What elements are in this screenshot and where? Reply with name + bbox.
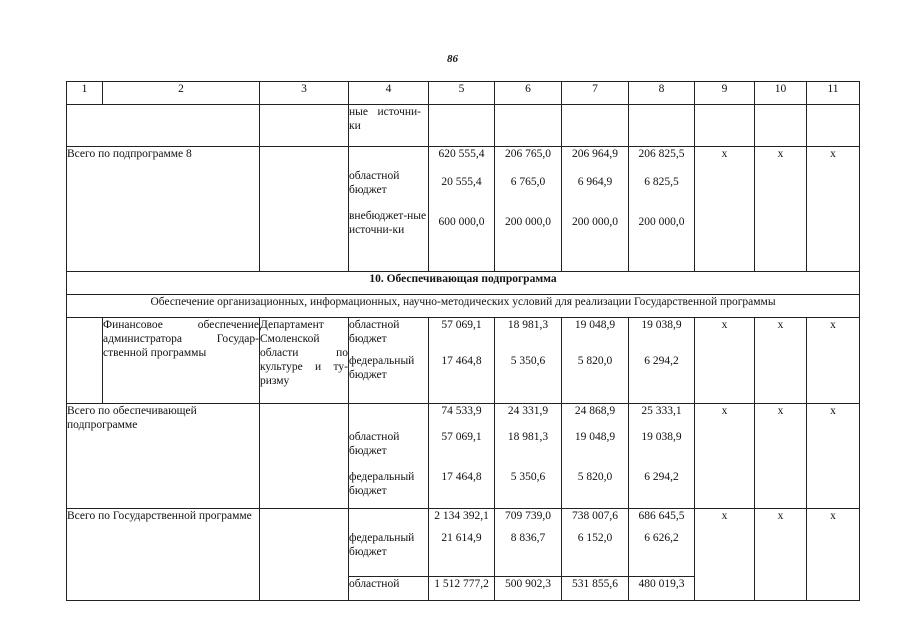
header-cell: 8 [629, 82, 695, 105]
x-mark: x [807, 147, 860, 272]
value-cell: 5 350,6 [510, 355, 546, 367]
header-cell: 4 [349, 82, 429, 105]
x-mark: x [807, 404, 860, 509]
table-row-supporting-subprogram-total [67, 404, 860, 509]
value-cell: 200 000,0 [638, 216, 685, 228]
header-cell: 9 [695, 82, 755, 105]
row-label: Всего по Государственной программе [67, 509, 260, 601]
value-cell: 1 512 777,2 [429, 577, 495, 601]
value-cell: 19 048,9 [574, 431, 616, 443]
table-row-financial-support [67, 318, 860, 404]
section-title-row [67, 272, 860, 295]
value-cell: 200 000,0 [505, 216, 551, 228]
section-description: Обеспечение организационных, информационных, научно-методических условий для реализации Государственной программы [67, 295, 860, 318]
header-cell: 7 [562, 82, 629, 105]
row-label: Всего по подпрограмме 8 [67, 147, 260, 272]
section-title: 10. Обеспечивающая подпрограмма [67, 272, 860, 295]
x-mark: x [807, 509, 860, 601]
header-cell: 6 [495, 82, 562, 105]
value-cell: 20 555,4 [441, 176, 482, 188]
source-cell: областной бюджет [349, 319, 400, 345]
value-cell: 6 626,2 [644, 532, 679, 544]
value-cell: 8 836,7 [510, 532, 546, 544]
value-cell: 686 645,5 [638, 510, 685, 522]
value-cell: 6 765,0 [510, 176, 546, 188]
page-number: 86 [447, 53, 458, 65]
value-cell: 24 331,9 [507, 405, 549, 417]
value-cell: 21 614,9 [441, 532, 482, 544]
section-description-row [67, 295, 860, 318]
value-cell: 6 825,5 [644, 176, 679, 188]
value-cell: 709 739,0 [505, 510, 551, 522]
value-cell: 738 007,6 [572, 510, 618, 522]
row-label: Всего по обеспечивающей подпрограмме [67, 404, 260, 509]
source-cell: федеральный бюджет [349, 355, 415, 381]
source-cell: областной бюджет [349, 431, 400, 457]
value-cell: 5 350,6 [510, 471, 546, 483]
header-row [67, 82, 860, 105]
value-cell: 480 019,3 [629, 577, 695, 601]
source-cell [349, 147, 428, 169]
value-cell: 57 069,1 [441, 431, 482, 443]
value-cell: 25 333,1 [641, 405, 682, 417]
source-cell: федеральный бюджет [349, 471, 415, 497]
value-cell: 6 294,2 [644, 355, 679, 367]
value-cell: 206 964,9 [572, 148, 618, 160]
value-cell: 17 464,8 [441, 471, 482, 483]
value-cell: 57 069,1 [441, 319, 482, 331]
source-cell [349, 509, 428, 531]
header-cell: 5 [429, 82, 495, 105]
x-mark: x [755, 318, 807, 404]
source-cell: областной [349, 577, 429, 601]
value-cell: 74 533,9 [441, 405, 482, 417]
value-cell: 531 855,6 [562, 577, 629, 601]
value-cell: 6 964,9 [577, 176, 613, 188]
value-cell: 19 038,9 [641, 431, 682, 443]
value-cell: 200 000,0 [572, 216, 618, 228]
value-cell: 600 000,0 [438, 216, 485, 228]
header-cell: 11 [807, 82, 860, 105]
x-mark: x [755, 147, 807, 272]
measure-name: Финансовое обеспечение администратора Государ-ственной программы [103, 318, 260, 404]
value-cell: 17 464,8 [441, 355, 482, 367]
x-mark: x [695, 318, 755, 404]
value-cell: 19 048,9 [574, 319, 616, 331]
value-cell: 6 294,2 [644, 471, 679, 483]
value-cell: 24 868,9 [574, 405, 616, 417]
x-mark: x [755, 404, 807, 509]
executor-name: Департамент Смоленской области по культуре и ту-ризму [260, 318, 349, 404]
source-cell: внебюджет-ные источни-ки [349, 210, 427, 236]
value-cell: 500 902,3 [495, 577, 562, 601]
source-cell: федеральный бюджет [349, 532, 415, 558]
x-mark: x [695, 509, 755, 601]
x-mark: x [755, 509, 807, 601]
header-cell: 10 [755, 82, 807, 105]
value-cell: 5 820,0 [577, 355, 613, 367]
x-mark: x [695, 147, 755, 272]
value-cell: 620 555,4 [438, 148, 485, 160]
table-row-state-program-total [67, 509, 860, 577]
header-cell: 3 [260, 82, 349, 105]
value-cell: 18 981,3 [507, 319, 549, 331]
value-cell: 206 825,5 [638, 148, 685, 160]
value-cell: 18 981,3 [507, 431, 549, 443]
header-cell: 1 [67, 82, 103, 105]
value-cell: 6 152,0 [577, 532, 613, 544]
table-row [67, 105, 860, 147]
source-cell: областной бюджет [349, 170, 400, 196]
source-cell: ные источни-ки [349, 106, 421, 132]
value-cell: 5 820,0 [577, 471, 613, 483]
x-mark: x [695, 404, 755, 509]
header-cell: 2 [103, 82, 260, 105]
budget-table [66, 81, 860, 601]
value-cell: 2 134 392,1 [434, 510, 489, 522]
value-cell: 206 765,0 [505, 148, 551, 160]
source-cell [349, 404, 428, 430]
x-mark: x [807, 318, 860, 404]
table-row-subprogram-8-total [67, 147, 860, 272]
value-cell: 19 038,9 [641, 319, 682, 331]
